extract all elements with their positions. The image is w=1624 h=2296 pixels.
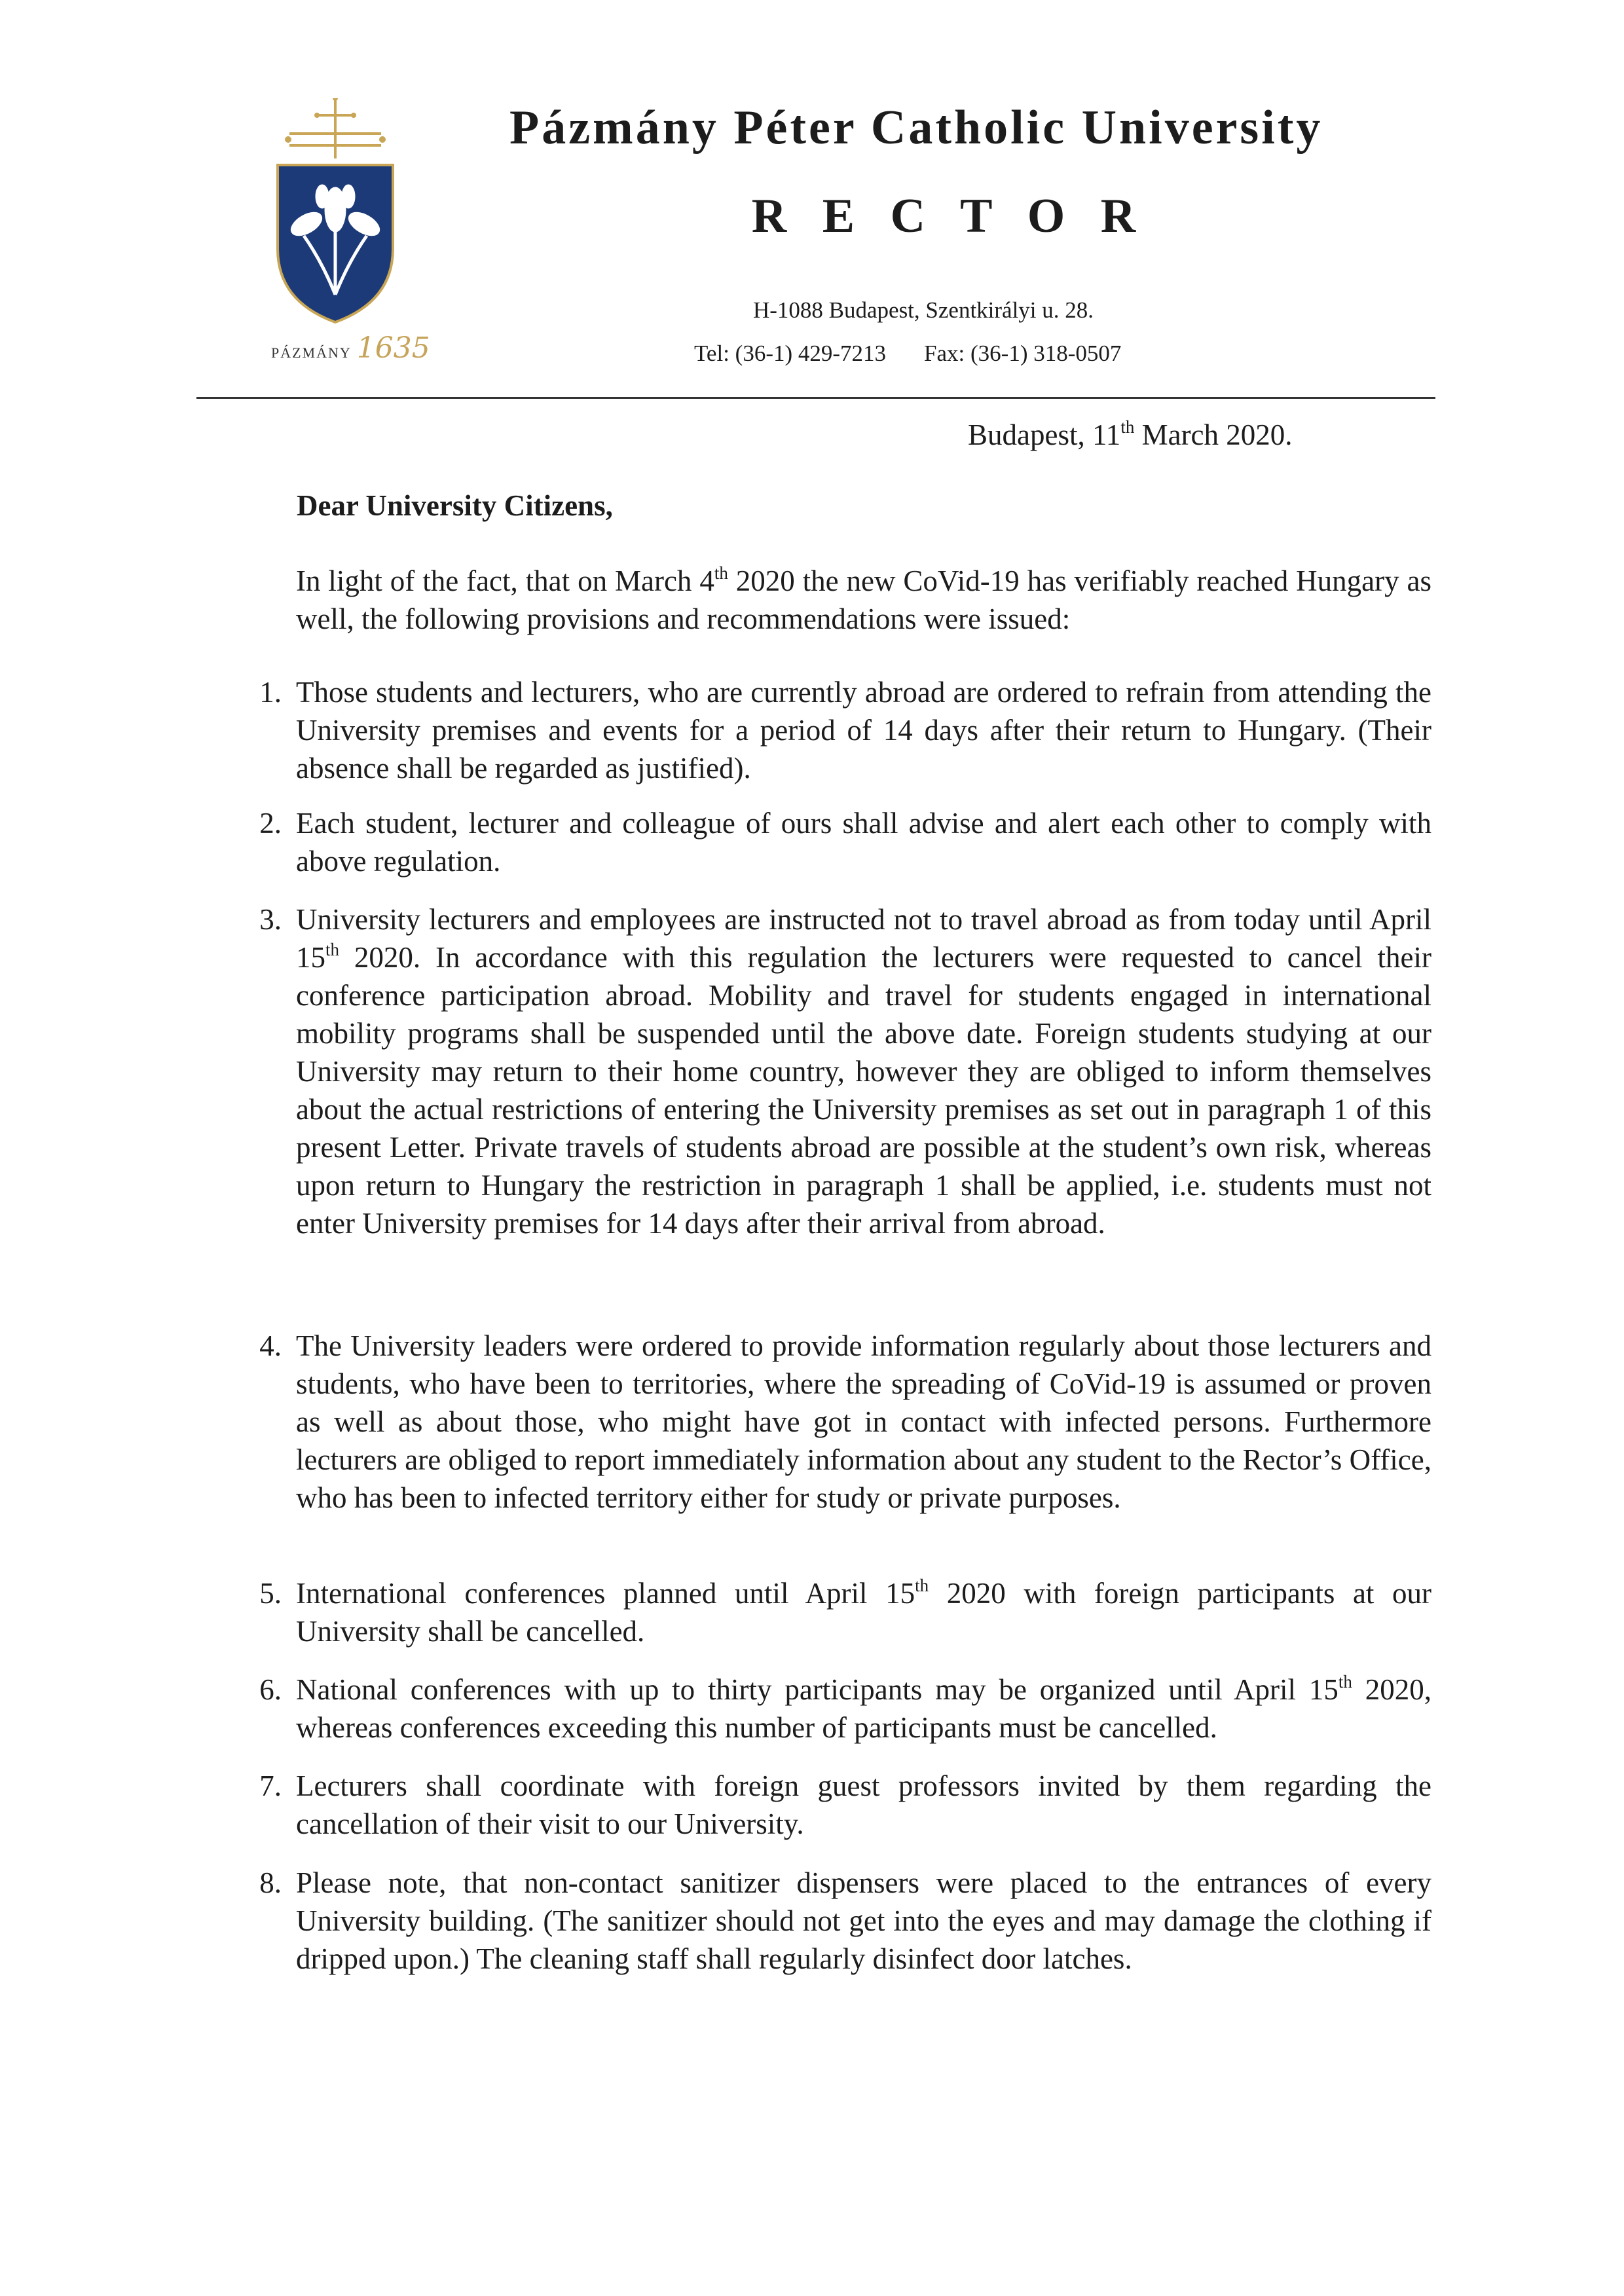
item-number: 6.	[259, 1673, 282, 1706]
item-text: Please note, that non-contact sanitizer dispensers were placed to the entrances of every University building. (The sanitizer should not get into the eyes and may damage the clothing if dripped upon.) The cleaning staff shall regularly disinfect door latches.	[296, 1866, 1431, 1975]
salutation: Dear University Citizens,	[297, 489, 613, 522]
item-number: 1.	[259, 676, 282, 709]
item-number: 2.	[259, 807, 282, 840]
logo-year: 1635	[356, 331, 430, 365]
office-title: R E C T O R	[751, 189, 1148, 243]
university-logo	[262, 98, 430, 367]
header-divider	[196, 397, 1435, 399]
item-number: 5.	[259, 1577, 282, 1610]
address: H-1088 Budapest, Szentkirályi u. 28.	[752, 297, 1094, 323]
item-text: International conferences planned until April 15th 2020 with foreign participants at our University shall be cancelled.	[296, 1576, 1431, 1648]
intro-paragraph: In light of the fact, that on March 4th 2020 the new CoVid-19 has verifiably reached Hungary as well, the following provisions and recommendations were issued:	[296, 563, 1431, 635]
letter-date: Budapest, 11th March 2020.	[968, 417, 1293, 451]
item-text: Lecturers shall coordinate with foreign guest professors invited by them regarding the cancellation of their visit to our University.	[296, 1769, 1431, 1840]
telephone: Tel: (36-1) 429-7213	[694, 341, 887, 366]
university-crest-icon	[262, 98, 426, 327]
item-text: Each student, lecturer and colleague of ours shall advise and alert each other to comply with above regulation.	[296, 807, 1431, 878]
item-number: 7.	[259, 1769, 282, 1802]
university-name: Pázmány Péter Catholic University	[509, 101, 1323, 155]
item-text: The University leaders were ordered to provide information regularly about those lecturers and students, who have been to territories, where the spreading of CoVid-19 is assumed or proven as well as about those, who might have got in contact with infected persons. Furthermore lecturers are obliged to report immediately information about any student to the Rector’s Office, who has been to infected territory either for study or private purposes.	[296, 1329, 1431, 1514]
fax: Fax: (36-1) 318-0507	[924, 341, 1122, 366]
logo-caption: PÁZMÁNY 1635	[271, 331, 430, 365]
item-number: 4.	[259, 1329, 282, 1362]
contact-numbers	[694, 339, 1283, 368]
item-text: University lecturers and employees are instructed not to travel abroad as from today until April 15th 2020. In accordance with this regulation the lecturers were requested to cancel their conference participation abroad. Mobility and travel for students engaged in international mobility programs shall be suspended until the above date. Foreign students studying at our University may return to their home country, however they are obliged to inform themselves about the actual restrictions of entering the University premises as set out in paragraph 1 of this present Letter. Private travels of students abroad are possible at the student’s own risk, whereas upon return to Hungary the restriction in paragraph 1 shall be applied, i.e. students must not enter University premises for 14 days after their arrival from abroad.	[296, 903, 1431, 1240]
item-number: 8.	[259, 1866, 282, 1899]
item-text: National conferences with up to thirty participants may be organized until April 15th 2020, whereas conferences exceeding this number of participants must be cancelled.	[296, 1672, 1431, 1744]
item-text: Those students and lecturers, who are currently abroad are ordered to refrain from attending the University premises and events for a period of 14 days after their return to Hungary. (Their absence shall be regarded as justified).	[296, 676, 1431, 785]
item-number: 3.	[259, 903, 282, 936]
